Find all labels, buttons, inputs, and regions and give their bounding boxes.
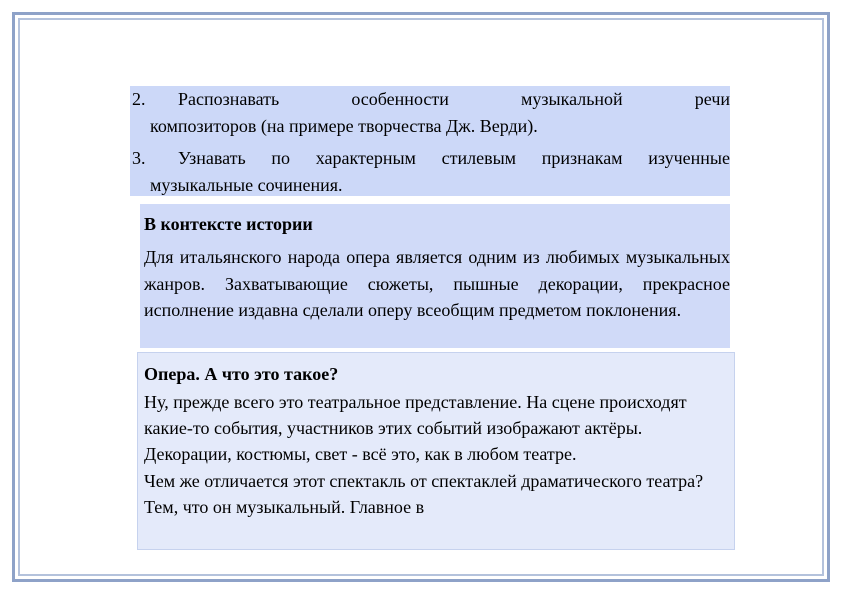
opera-paragraph-2: Чем же отличается этот спектакль от спектаклей драматического театра? Тем, что он музыкальный. Главное в (144, 470, 704, 517)
opera-title: Опера. А что это такое? (144, 364, 339, 384)
opera-paragraph-1: Ну, прежде всего это театральное представление. На сцене происходят какие-то события, участников этих событий изображают актёры. Декорации, костюмы, свет - всё это, как в любом театре. (144, 392, 687, 465)
list-item-word: музыкальной (521, 89, 623, 109)
list-item-word: Узнавать (178, 148, 246, 168)
list-item-word: стилевым (441, 148, 517, 168)
list-item-3-first-line (132, 145, 730, 172)
list-item-3-second-line: музыкальные сочинения. (150, 175, 343, 195)
list-item-word: характерным (315, 148, 416, 168)
list-item-word: изученные (648, 148, 730, 168)
list-item-word: Распознавать (178, 89, 280, 109)
list-item-number: 2. (132, 89, 146, 109)
list-item-3 (132, 145, 730, 199)
list-item-word: по (271, 148, 291, 168)
opera-text (144, 389, 732, 520)
list-item-number: 3. (132, 148, 146, 168)
list-item-2-first-line (132, 86, 730, 113)
list-item-2 (132, 86, 730, 140)
history-context-text: Для итальянского народа опера является одним из любимых музыкальных жанров. Захватывающие сюжеты, пышные декорации, прекрасное исполнение издавна сделали оперу всеобщим предметом поклонения. (144, 247, 730, 320)
list-item-2-second-line: композиторов (на примере творчества Дж. Верди). (150, 116, 538, 136)
list-item-word: признакам (541, 148, 623, 168)
list-item-word: особенности (351, 89, 449, 109)
history-context-title: В контексте истории (144, 214, 313, 234)
list-item-word: речи (694, 89, 731, 109)
